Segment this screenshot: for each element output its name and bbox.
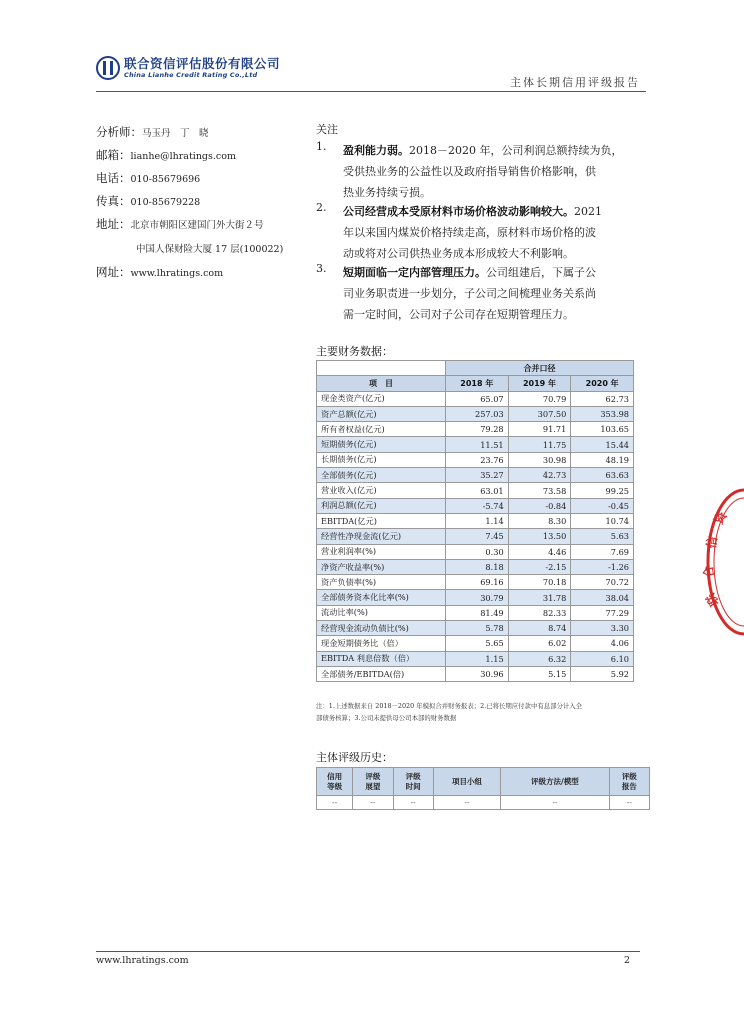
row-value: 5.15 [508, 666, 571, 681]
financial-table-body [317, 391, 634, 682]
email-row [96, 147, 236, 163]
row-value: 69.16 [446, 575, 509, 590]
row-value: 48.19 [571, 452, 634, 467]
row-value: 353.98 [571, 406, 634, 421]
column-header: 评级 展望 [353, 768, 393, 796]
phone-label: 电话： [96, 171, 131, 185]
row-value: -2.15 [508, 559, 571, 574]
row-value: 5.63 [571, 529, 634, 544]
table-row [317, 621, 634, 636]
column-header: 2019 年 [508, 376, 571, 391]
financial-note [316, 700, 638, 724]
row-value: 70.72 [571, 575, 634, 590]
row-value: 65.07 [446, 391, 509, 406]
column-header: 项 目 [317, 376, 446, 391]
column-header: 评级 时间 [393, 768, 433, 796]
table-cell: -- [393, 796, 433, 810]
focus-item-title: 盈利能力弱。 [343, 144, 409, 157]
svg-text:资: 资 [711, 509, 730, 527]
row-value: 5.65 [446, 636, 509, 651]
row-value: 63.01 [446, 483, 509, 498]
table-row [317, 406, 634, 421]
row-value: 5.78 [446, 621, 509, 636]
row-label: 全部债务(亿元) [317, 468, 446, 483]
page-header [96, 54, 646, 92]
row-value: 0.30 [446, 544, 509, 559]
focus-item-title: 短期面临一定内部管理压力。 [343, 266, 486, 279]
address-line1: 北京市朝阳区建国门外大街２号 [130, 220, 264, 231]
row-value: -1.26 [571, 559, 634, 574]
table-row [317, 544, 634, 559]
row-value: 81.49 [446, 605, 509, 620]
row-value: 23.76 [446, 452, 509, 467]
row-label: EBITDA(亿元) [317, 513, 446, 528]
focus-item-text: 年以来国内煤炭价格持续走高，原材料市场价格的波 [343, 226, 596, 239]
row-value: 10.74 [571, 513, 634, 528]
table-cell: -- [609, 796, 649, 810]
focus-item-text: 受供热业务的公益性以及政府指导销售价格影响，供 [343, 165, 596, 178]
column-header: 2020 年 [571, 376, 634, 391]
row-label: 资产总额(亿元) [317, 406, 446, 421]
row-value: 1.14 [446, 513, 509, 528]
focus-item-number: 2. [316, 201, 327, 214]
row-value: 257.03 [446, 406, 509, 421]
row-label: 全部债务/EBITDA(倍) [317, 666, 446, 681]
focus-item-number: 1. [316, 140, 327, 153]
column-header: 项目小组 [433, 768, 500, 796]
web-row [96, 264, 223, 280]
focus-item-text: 需一定时间，公司对子公司存在短期管理压力。 [343, 308, 574, 321]
table-row [317, 559, 634, 574]
financial-section-title: 主要财务数据： [316, 345, 393, 358]
row-value: -0.84 [508, 498, 571, 513]
table-row [317, 513, 634, 528]
row-value: 77.29 [571, 605, 634, 620]
row-value: 79.28 [446, 422, 509, 437]
row-value: 3.30 [571, 621, 634, 636]
group-header: 合并口径 [446, 361, 634, 376]
row-label: 营业利润率(%) [317, 544, 446, 559]
table-row [317, 391, 634, 406]
phone-value: 010-85679696 [130, 174, 201, 185]
analyst-row [96, 124, 209, 140]
column-header: 评级方法/模型 [501, 768, 610, 796]
svg-text:合: 合 [701, 564, 717, 579]
focus-item-text: 公司组建后，下属子公 [486, 266, 596, 279]
row-label: 现金类资产(亿元) [317, 391, 446, 406]
row-value: 42.73 [508, 468, 571, 483]
address-row [96, 216, 264, 232]
row-value: -0.45 [571, 498, 634, 513]
row-value: 103.65 [571, 422, 634, 437]
table-row [317, 422, 634, 437]
footer-url[interactable]: www.lhratings.com [96, 955, 189, 966]
row-label: 长期债务(亿元) [317, 452, 446, 467]
row-value: 63.63 [571, 468, 634, 483]
row-value: 8.30 [508, 513, 571, 528]
row-value: 8.74 [508, 621, 571, 636]
row-value: 5.92 [571, 666, 634, 681]
lianhe-logo-icon [96, 56, 120, 80]
row-value: 99.25 [571, 483, 634, 498]
web-value[interactable]: www.lhratings.com [130, 268, 224, 279]
focus-item-text: 2018－2020 年，公司利润总额持续为负， [409, 144, 623, 157]
row-value: 91.71 [508, 422, 571, 437]
focus-section [316, 121, 638, 321]
row-value: 307.50 [508, 406, 571, 421]
row-value: 31.78 [508, 590, 571, 605]
row-value: 13.50 [508, 529, 571, 544]
row-label: 净资产收益率(%) [317, 559, 446, 574]
row-value: 4.06 [571, 636, 634, 651]
rating-history-header [317, 768, 650, 796]
row-value: 8.18 [446, 559, 509, 574]
rating-history-title: 主体评级历史： [316, 751, 393, 764]
row-value: 38.04 [571, 590, 634, 605]
email-label: 邮箱： [96, 148, 131, 162]
address-line2: 中国人保财险大厦 17 层(100022) [136, 244, 284, 255]
table-row [317, 452, 634, 467]
row-value: 30.98 [508, 452, 571, 467]
svg-text:联: 联 [703, 591, 722, 609]
row-value: 7.45 [446, 529, 509, 544]
analyst-value: 马玉丹 丁 晓 [142, 128, 209, 139]
column-header: 信用 等级 [317, 768, 353, 796]
row-label: 短期债务(亿元) [317, 437, 446, 452]
row-label: 所有者权益(亿元) [317, 422, 446, 437]
fax-row [96, 193, 200, 209]
company-name-cn: 联合资信评估股份有限公司 [124, 56, 281, 71]
table-row [317, 651, 634, 666]
focus-item-title: 公司经营成本受原材料市场价格波动影响较大。 [343, 205, 574, 218]
table-row [317, 575, 634, 590]
financial-note-line: 注：1.上述数据来自 2018－2020 年模拟合并财务报表；2.已将长期应付款中有息部分计入全 [316, 702, 583, 710]
row-value: 30.96 [446, 666, 509, 681]
table-row [317, 796, 650, 810]
address-line2-row [136, 241, 283, 255]
company-name-en: China Lianhe Credit Rating Co.,Ltd [124, 71, 258, 79]
row-value: 1.15 [446, 651, 509, 666]
row-label: 营业收入(亿元) [317, 483, 446, 498]
row-value: -5.74 [446, 498, 509, 513]
row-value: 6.32 [508, 651, 571, 666]
row-value: 7.69 [571, 544, 634, 559]
header-divider [96, 91, 646, 92]
fax-label: 传真： [96, 194, 131, 208]
fax-value: 010-85679228 [130, 197, 201, 208]
row-value: 15.44 [571, 437, 634, 452]
footer-divider [96, 951, 640, 952]
analyst-label: 分析师： [96, 125, 142, 139]
focus-item-text: 2021 [574, 205, 602, 218]
table-row [317, 666, 634, 681]
row-value: 82.33 [508, 605, 571, 620]
row-label: 流动比率(%) [317, 605, 446, 620]
rating-history-table [316, 767, 650, 810]
svg-text:信: 信 [704, 535, 721, 550]
table-cell: -- [317, 796, 353, 810]
email-value[interactable]: lianhe@lhratings.com [130, 151, 236, 162]
table-row [317, 590, 634, 605]
row-label: EBITDA 利息倍数（倍） [317, 651, 446, 666]
table-cell: -- [433, 796, 500, 810]
row-value: 4.46 [508, 544, 571, 559]
table-row [317, 468, 634, 483]
table-cell: -- [501, 796, 610, 810]
row-value: 6.10 [571, 651, 634, 666]
table-row [317, 529, 634, 544]
address-label: 地址： [96, 217, 131, 231]
row-value: 35.27 [446, 468, 509, 483]
row-label: 全部债务资本化比率(%) [317, 590, 446, 605]
row-label: 资产负债率(%) [317, 575, 446, 590]
table-row [317, 437, 634, 452]
column-header: 评级 报告 [609, 768, 649, 796]
report-title: 主体长期信用评级报告 [510, 76, 640, 89]
table-cell: -- [353, 796, 393, 810]
page-number: 2 [624, 955, 631, 966]
focus-item-number: 3. [316, 262, 327, 275]
column-header: 2018 年 [446, 376, 509, 391]
row-label: 利润总额(亿元) [317, 498, 446, 513]
row-value: 70.18 [508, 575, 571, 590]
financial-table [316, 360, 634, 682]
table-row [317, 636, 634, 651]
row-label: 经营现金流动负债比(%) [317, 621, 446, 636]
row-value: 11.51 [446, 437, 509, 452]
row-label: 经营性净现金流(亿元) [317, 529, 446, 544]
phone-row [96, 170, 200, 186]
web-label: 网址： [96, 265, 131, 279]
table-row [317, 605, 634, 620]
focus-item-text: 动或将对公司供热业务成本形成较大不利影响。 [343, 247, 574, 260]
table-row [317, 483, 634, 498]
row-label: 现金短期债务比（倍） [317, 636, 446, 651]
row-value: 6.02 [508, 636, 571, 651]
row-value: 30.79 [446, 590, 509, 605]
focus-heading: 关注 [316, 123, 338, 136]
row-value: 73.58 [508, 483, 571, 498]
row-value: 11.75 [508, 437, 571, 452]
company-seal [701, 487, 744, 637]
focus-item-text: 司业务职责进一步划分，子公司之间梳理业务关系尚 [343, 287, 596, 300]
row-value: 70.79 [508, 391, 571, 406]
table-row [317, 498, 634, 513]
row-value: 62.73 [571, 391, 634, 406]
focus-item-text: 热业务持续亏损。 [343, 186, 431, 199]
financial-note-line: 部债务核算；3.公司未提供母公司本部的财务数据 [316, 714, 457, 722]
